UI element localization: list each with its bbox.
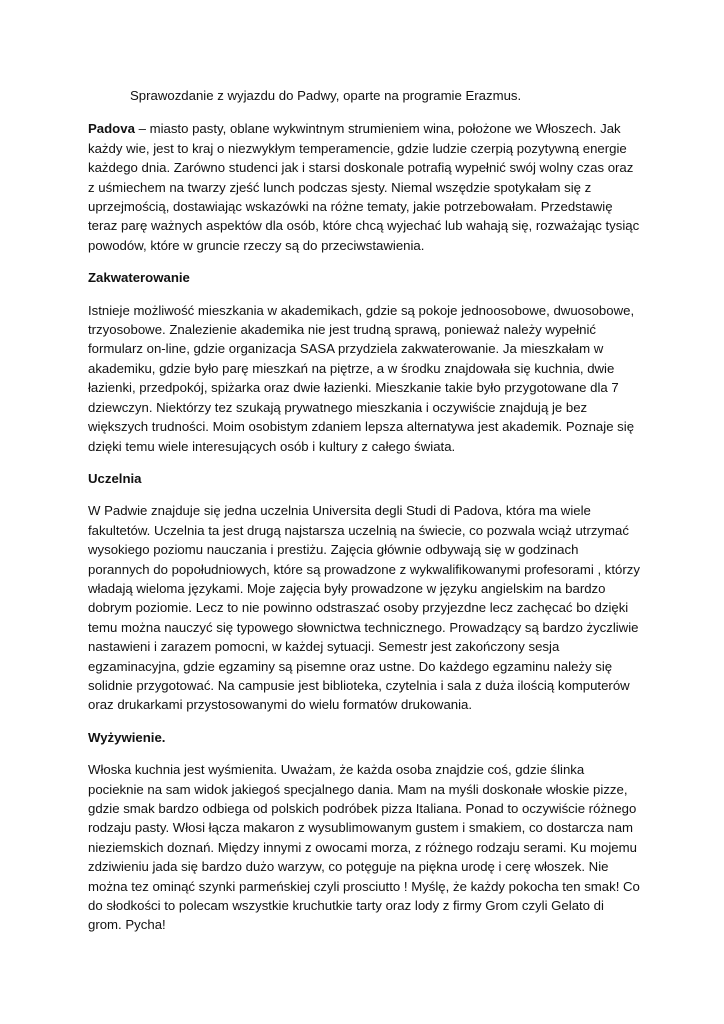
section-heading-accommodation: Zakwaterowanie — [88, 270, 190, 286]
section-heading-university: Uczelnia — [88, 470, 142, 486]
intro-paragraph — [88, 119, 640, 255]
section-paragraph-university: W Padwie znajduje się jedna uczelnia Universita degli Studi di Padova, która ma wiele fakultetów. Uczelnia ta jest drugą najstarsza uczelnią na świecie, co pozwala wciąż utrzymać wysokiego poziomu nauczania i prestiżu. Zajęcia głównie odbywają się w godzinach porannych do popołudniowych, które są prowadzone z wykwalifikowanymi profesorami , którzy władają wieloma językami. Moje zajęcia były prowadzone w języku angielskim na bardzo dobrym poziomie. Lecz to nie powinno odstraszać osoby przyjezdne lecz zachęcać bo dzięki temu można nauczyć się typowego słownictwa technicznego. Prowadzący są bardzo życzliwie nastawieni i zarazem pomocni, w każdej sytuacji. Semestr jest zakończony sesja egzaminacyjna, gdzie egzaminy są pisemne oraz ustne. Do każdego egzaminu należy się solidnie przygotować. Na campusie jest biblioteka, czytelnia i sala z duża ilością komputerów oraz drukarkami przystosowanymi do wielu formatów drukowania. — [88, 503, 640, 713]
section-paragraph-accommodation: Istnieje możliwość mieszkania w akademikach, gdzie są pokoje jednoosobowe, dwuosobowe, trzyosobowe. Znalezienie akademika nie jest trudną sprawą, ponieważ należy wypełnić formularz on-line, gdzie organizacja SASA przydziela zakwaterowanie. Ja mieszkałam w akademiku, gdzie było parę mieszkań na piętrze, a w środku znajdowała się kuchnia, dwie łazienki, przedpokój, spiżarka oraz dwie łazienki. Mieszkanie takie było przygotowane dla 7 dziewczyn. Niektórzy tez szukają prywatnego mieszkania i oczywiście znajdują je bez większych trudności. Moim osobistym zdaniem lepsza alternatywa jest akademik. Poznaje się dzięki temu wiele interesujących osób i kultury z całego świata. — [88, 302, 635, 454]
intro-text: – miasto pasty, oblane wykwintnym strumieniem wina, położone we Włoszech. Jak każdy wie, jest to kraj o niezwykłym temperamencie, gdzie ludzie czerpią pozytywną energie każdego dnia. Zarówno studenci jak i starsi doskonale potrafią wypełnić swój wolny czas oraz z uśmiechem na twarzy zjeść lunch podczas sjesty. Niemal wszędzie spotykałam się z uprzejmością, dostawiając wskazówki na różne tematy, jakie potrzebowałam. Przedstawię teraz parę ważnych aspektów dla osób, które chcą wyjechać lub wahają się, rozważając tysiąc powodów, które w gruncie rzeczy są do przeciwstawienia. — [88, 121, 640, 253]
section-heading-food: Wyżywienie. — [88, 729, 166, 745]
intro-bold-lead: Padova — [88, 121, 135, 137]
document-title: Sprawozdanie z wyjazdu do Padwy, oparte na programie Erazmus. — [130, 88, 522, 103]
section-paragraph-food: Włoska kuchnia jest wyśmienita. Uważam, że każda osoba znajdzie coś, gdzie ślinka pocieknie na sam widok jakiegoś specjalnego dania. Mam na myśli doskonałe włoskie pizze, gdzie smak bardzo odbiega od polskich podróbek pizza Italiana. Ponad to oczywiście różnego rodzaju pasty. Włosi łącza makaron z wysublimowanym gustem i smakiem, co dostarcza nam nieziemskich doznań. Między innymi z owocami morza, z różnego rodzaju serami. Ku mojemu zdziwieniu jada się bardzo dużo warzyw, co potęguje na piękna urodę i cerę włoszek. Nie można tez ominąć szynki parmeńskiej czyli prosciutto ! Myślę, że każdy pokocha ten smak! Co do słodkości to polecam wszystkie kruchutkie tarty oraz lody z firmy Grom czyli Gelato di grom. Pycha! — [88, 762, 640, 933]
